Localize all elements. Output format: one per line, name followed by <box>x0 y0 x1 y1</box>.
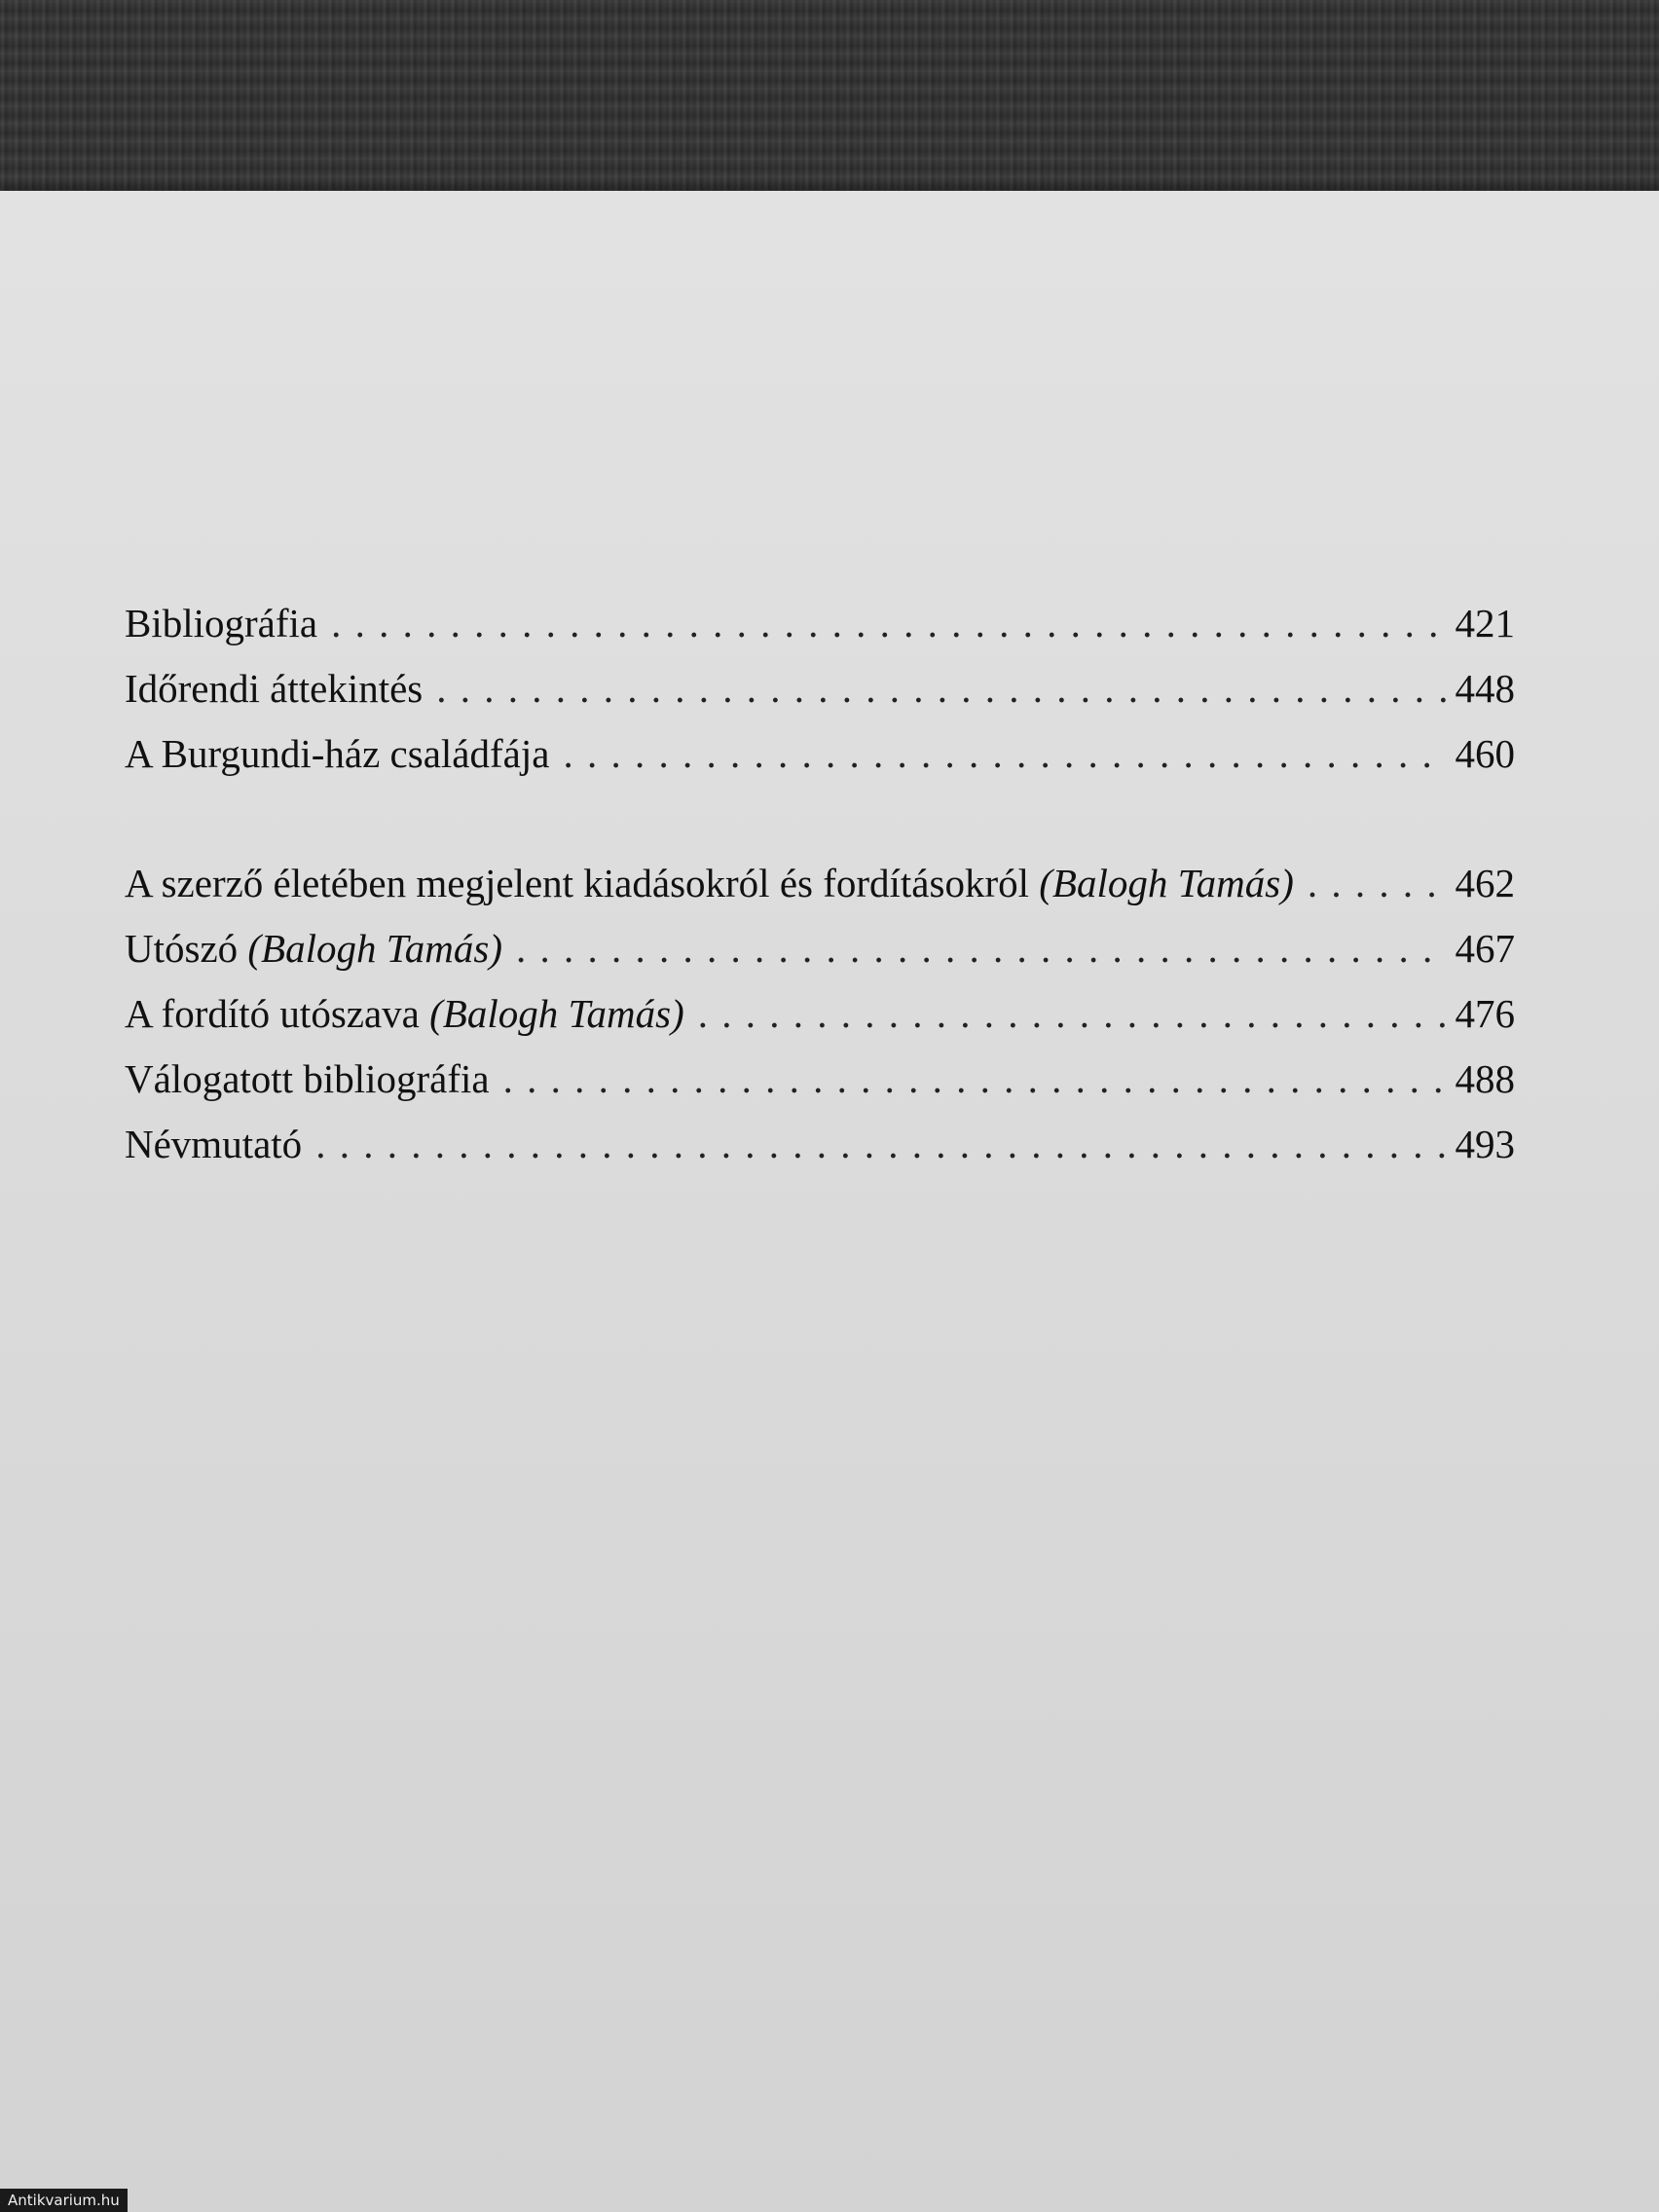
site-watermark: Antikvarium.hu <box>0 2189 128 2212</box>
toc-entry-title: A Burgundi-ház családfája <box>125 731 550 776</box>
toc-page-number: 488 <box>1455 1056 1515 1101</box>
toc-entry <box>125 600 1515 665</box>
toc-page-number: 460 <box>1455 731 1515 776</box>
toc-page-number: 476 <box>1455 991 1515 1036</box>
toc-entry-author: (Balogh Tamás) <box>429 991 684 1036</box>
toc-entry <box>125 990 1515 1055</box>
toc-leader-dots <box>1308 860 1448 906</box>
toc-entry-title: Bibliográfia <box>125 601 318 645</box>
toc-entry-title: Időrendi áttekintés <box>125 666 424 711</box>
toc-entry-title: A fordító utószava (Balogh Tamás) <box>125 991 684 1036</box>
toc-leader-dots <box>563 730 1447 777</box>
toc-leader-dots <box>315 1121 1447 1167</box>
table-of-contents <box>125 600 1515 1186</box>
toc-entry-title: A szerző életében megjelent kiadásokról és fordításokról (Balogh Tamás) <box>125 861 1294 905</box>
toc-leader-dots <box>436 665 1447 712</box>
toc-entry <box>125 860 1515 925</box>
toc-entry <box>125 1055 1515 1121</box>
toc-page-number: 467 <box>1455 926 1515 971</box>
toc-page-number: 462 <box>1455 861 1515 905</box>
toc-page-number: 493 <box>1455 1122 1515 1166</box>
toc-page-number: 448 <box>1455 666 1515 711</box>
toc-page-number: 421 <box>1455 601 1515 645</box>
toc-leader-dots <box>331 600 1447 646</box>
toc-leader-dots <box>503 1055 1448 1102</box>
toc-entry <box>125 925 1515 990</box>
toc-entry-author: (Balogh Tamás) <box>1039 861 1294 905</box>
toc-entry-title: Utószó (Balogh Tamás) <box>125 926 503 971</box>
background-surface <box>0 0 1659 195</box>
toc-group-spacer <box>125 795 1515 860</box>
toc-leader-dots <box>698 990 1448 1037</box>
toc-entry-author: (Balogh Tamás) <box>247 926 503 971</box>
toc-leader-dots <box>516 925 1447 972</box>
toc-entry <box>125 665 1515 730</box>
toc-entry-title: Névmutató <box>125 1122 303 1166</box>
toc-entry-title: Válogatott bibliográfia <box>125 1056 490 1101</box>
book-page <box>0 191 1659 2212</box>
toc-entry <box>125 1121 1515 1186</box>
toc-entry <box>125 730 1515 795</box>
